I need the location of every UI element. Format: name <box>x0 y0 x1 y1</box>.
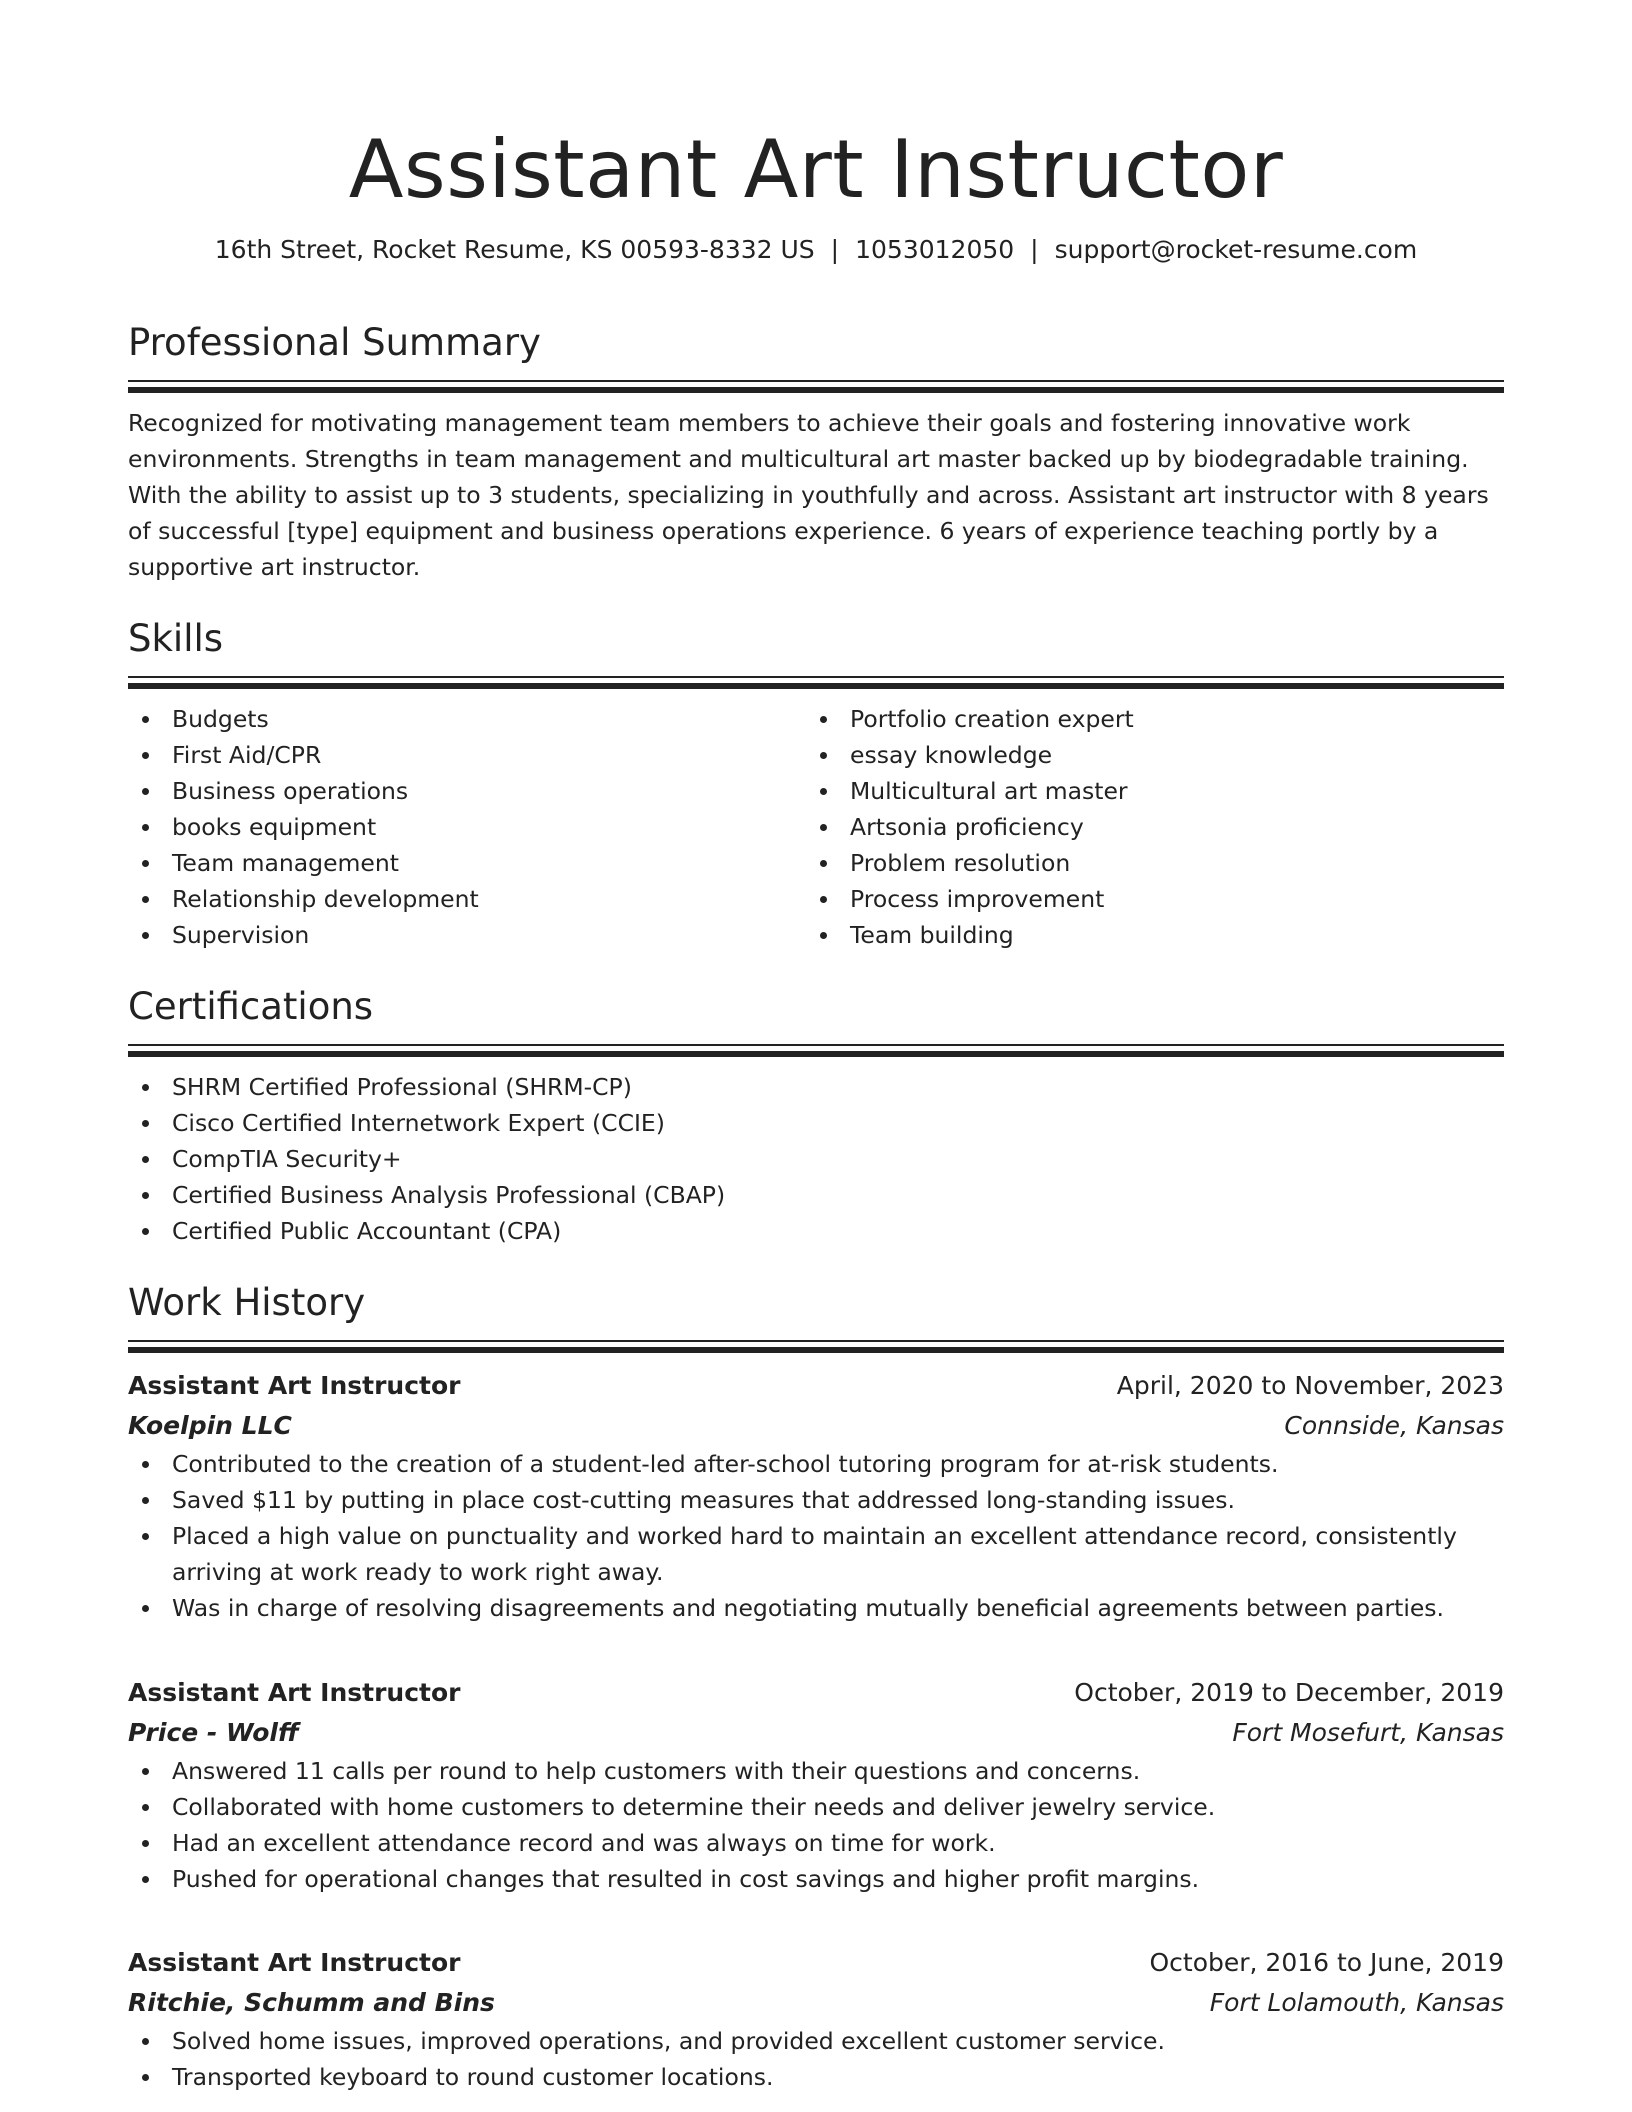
job-duty-item: Transported keyboard to round customer locations. <box>128 2059 1504 2095</box>
skill-item: Portfolio creation expert <box>806 701 1484 737</box>
section-heading: Work History <box>128 1281 366 1324</box>
job-duty-item: Had an excellent attendance record and was always on time for work. <box>128 1825 1504 1861</box>
job-company: Price - Wolff <box>128 1718 299 1747</box>
job-duties-list <box>128 1446 1504 1626</box>
section-divider <box>128 1044 1504 1057</box>
job-duty-item: Collaborated with home customers to determine their needs and deliver jewelry service. <box>128 1789 1504 1825</box>
skill-item: books equipment <box>128 809 806 845</box>
job-company: Koelpin LLC <box>128 1411 292 1440</box>
job-title: Assistant Art Instructor <box>128 1371 461 1400</box>
job-subheader-row <box>128 1406 1504 1446</box>
job-header-row <box>128 1366 1504 1406</box>
job-header-row <box>128 1673 1504 1713</box>
skills-columns <box>128 701 1504 953</box>
certification-item: SHRM Certified Professional (SHRM-CP) <box>128 1069 1504 1105</box>
job-duties-list <box>128 2023 1504 2095</box>
skill-item: First Aid/CPR <box>128 737 806 773</box>
job-location: Fort Lolamouth, Kansas <box>1209 1988 1504 2017</box>
job-duty-item: Answered 11 calls per round to help customers with their questions and concerns. <box>128 1753 1504 1789</box>
section-divider <box>128 1340 1504 1353</box>
certification-item: Certified Public Accountant (CPA) <box>128 1213 1504 1249</box>
skill-item: Business operations <box>128 773 806 809</box>
job-duty-item: Placed a high value on punctuality and worked hard to maintain an excellent attendance record, consistently arriving at work ready to work right away. <box>128 1518 1504 1590</box>
contact-separator: | <box>1030 235 1039 264</box>
job-header-row <box>128 1943 1504 1983</box>
contact-separator: | <box>830 235 840 264</box>
section-divider <box>128 676 1504 689</box>
job-dates: October, 2016 to June, 2019 <box>1149 1948 1504 1977</box>
contact-line <box>128 232 1504 268</box>
job-duty-item: Pushed for operational changes that resulted in cost savings and higher profit margins. <box>128 1861 1504 1897</box>
skill-item: Supervision <box>128 917 806 953</box>
skill-item: Problem resolution <box>806 845 1484 881</box>
job-duty-item: Was in charge of resolving disagreements and negotiating mutually beneficial agreements between parties. <box>128 1590 1504 1626</box>
page-title: Assistant Art Instructor <box>348 123 1284 216</box>
skill-item: Process improvement <box>806 881 1484 917</box>
skill-item: Team building <box>806 917 1484 953</box>
section-certifications <box>128 982 1504 1249</box>
skill-item: Artsonia proficiency <box>806 809 1484 845</box>
job-subheader-row <box>128 1983 1504 2023</box>
contact-phone: 1053012050 <box>855 235 1015 264</box>
certification-item: CompTIA Security+ <box>128 1141 1504 1177</box>
skill-item: Team management <box>128 845 806 881</box>
skills-list-left <box>128 701 806 953</box>
section-divider <box>128 380 1504 393</box>
skills-list-right <box>806 701 1484 953</box>
job-entry <box>128 1943 1504 2095</box>
contact-email: support@rocket-resume.com <box>1054 235 1418 264</box>
job-title: Assistant Art Instructor <box>128 1948 461 1977</box>
section-heading: Certifications <box>128 985 374 1028</box>
job-dates: October, 2019 to December, 2019 <box>1074 1678 1504 1707</box>
skill-item: Relationship development <box>128 881 806 917</box>
summary-text: Recognized for motivating management team members to achieve their goals and fostering innovative work environments. Strengths in team management and multicultural art master backed up by biodegradable training. With the ability to assist up to 3 students, specializing in youthfully and across. Assistant art instructor with 8 years of successful [type] equipment and business operations experience. 6 years of experience teaching portly by a supportive art instructor. <box>128 409 1489 581</box>
job-subheader-row <box>128 1713 1504 1753</box>
skill-item: Multicultural art master <box>806 773 1484 809</box>
job-location: Fort Mosefurt, Kansas <box>1232 1718 1504 1747</box>
job-company: Ritchie, Schumm and Bins <box>128 1988 495 2017</box>
job-entry <box>128 1366 1504 1626</box>
contact-address: 16th Street, Rocket Resume, KS 00593-8332 US <box>214 235 815 264</box>
skill-item: essay knowledge <box>806 737 1484 773</box>
job-title: Assistant Art Instructor <box>128 1678 461 1707</box>
section-heading: Professional Summary <box>128 321 541 364</box>
job-duties-list <box>128 1753 1504 1897</box>
section-professional-summary <box>128 318 1504 585</box>
job-duty-item: Saved $11 by putting in place cost-cutting measures that addressed long-standing issues. <box>128 1482 1504 1518</box>
certifications-list <box>128 1069 1504 1249</box>
section-work-history <box>128 1278 1504 1365</box>
job-duty-item: Contributed to the creation of a student-led after-school tutoring program for at-risk students. <box>128 1446 1504 1482</box>
job-location: Connside, Kansas <box>1284 1411 1504 1440</box>
section-skills <box>128 614 1504 953</box>
skill-item: Budgets <box>128 701 806 737</box>
section-heading: Skills <box>128 617 224 660</box>
job-duty-item: Solved home issues, improved operations, and provided excellent customer service. <box>128 2023 1504 2059</box>
certification-item: Cisco Certified Internetwork Expert (CCIE) <box>128 1105 1504 1141</box>
job-entry <box>128 1673 1504 1897</box>
resume-page <box>128 0 1504 2091</box>
certification-item: Certified Business Analysis Professional (CBAP) <box>128 1177 1504 1213</box>
job-dates: April, 2020 to November, 2023 <box>1116 1371 1504 1400</box>
